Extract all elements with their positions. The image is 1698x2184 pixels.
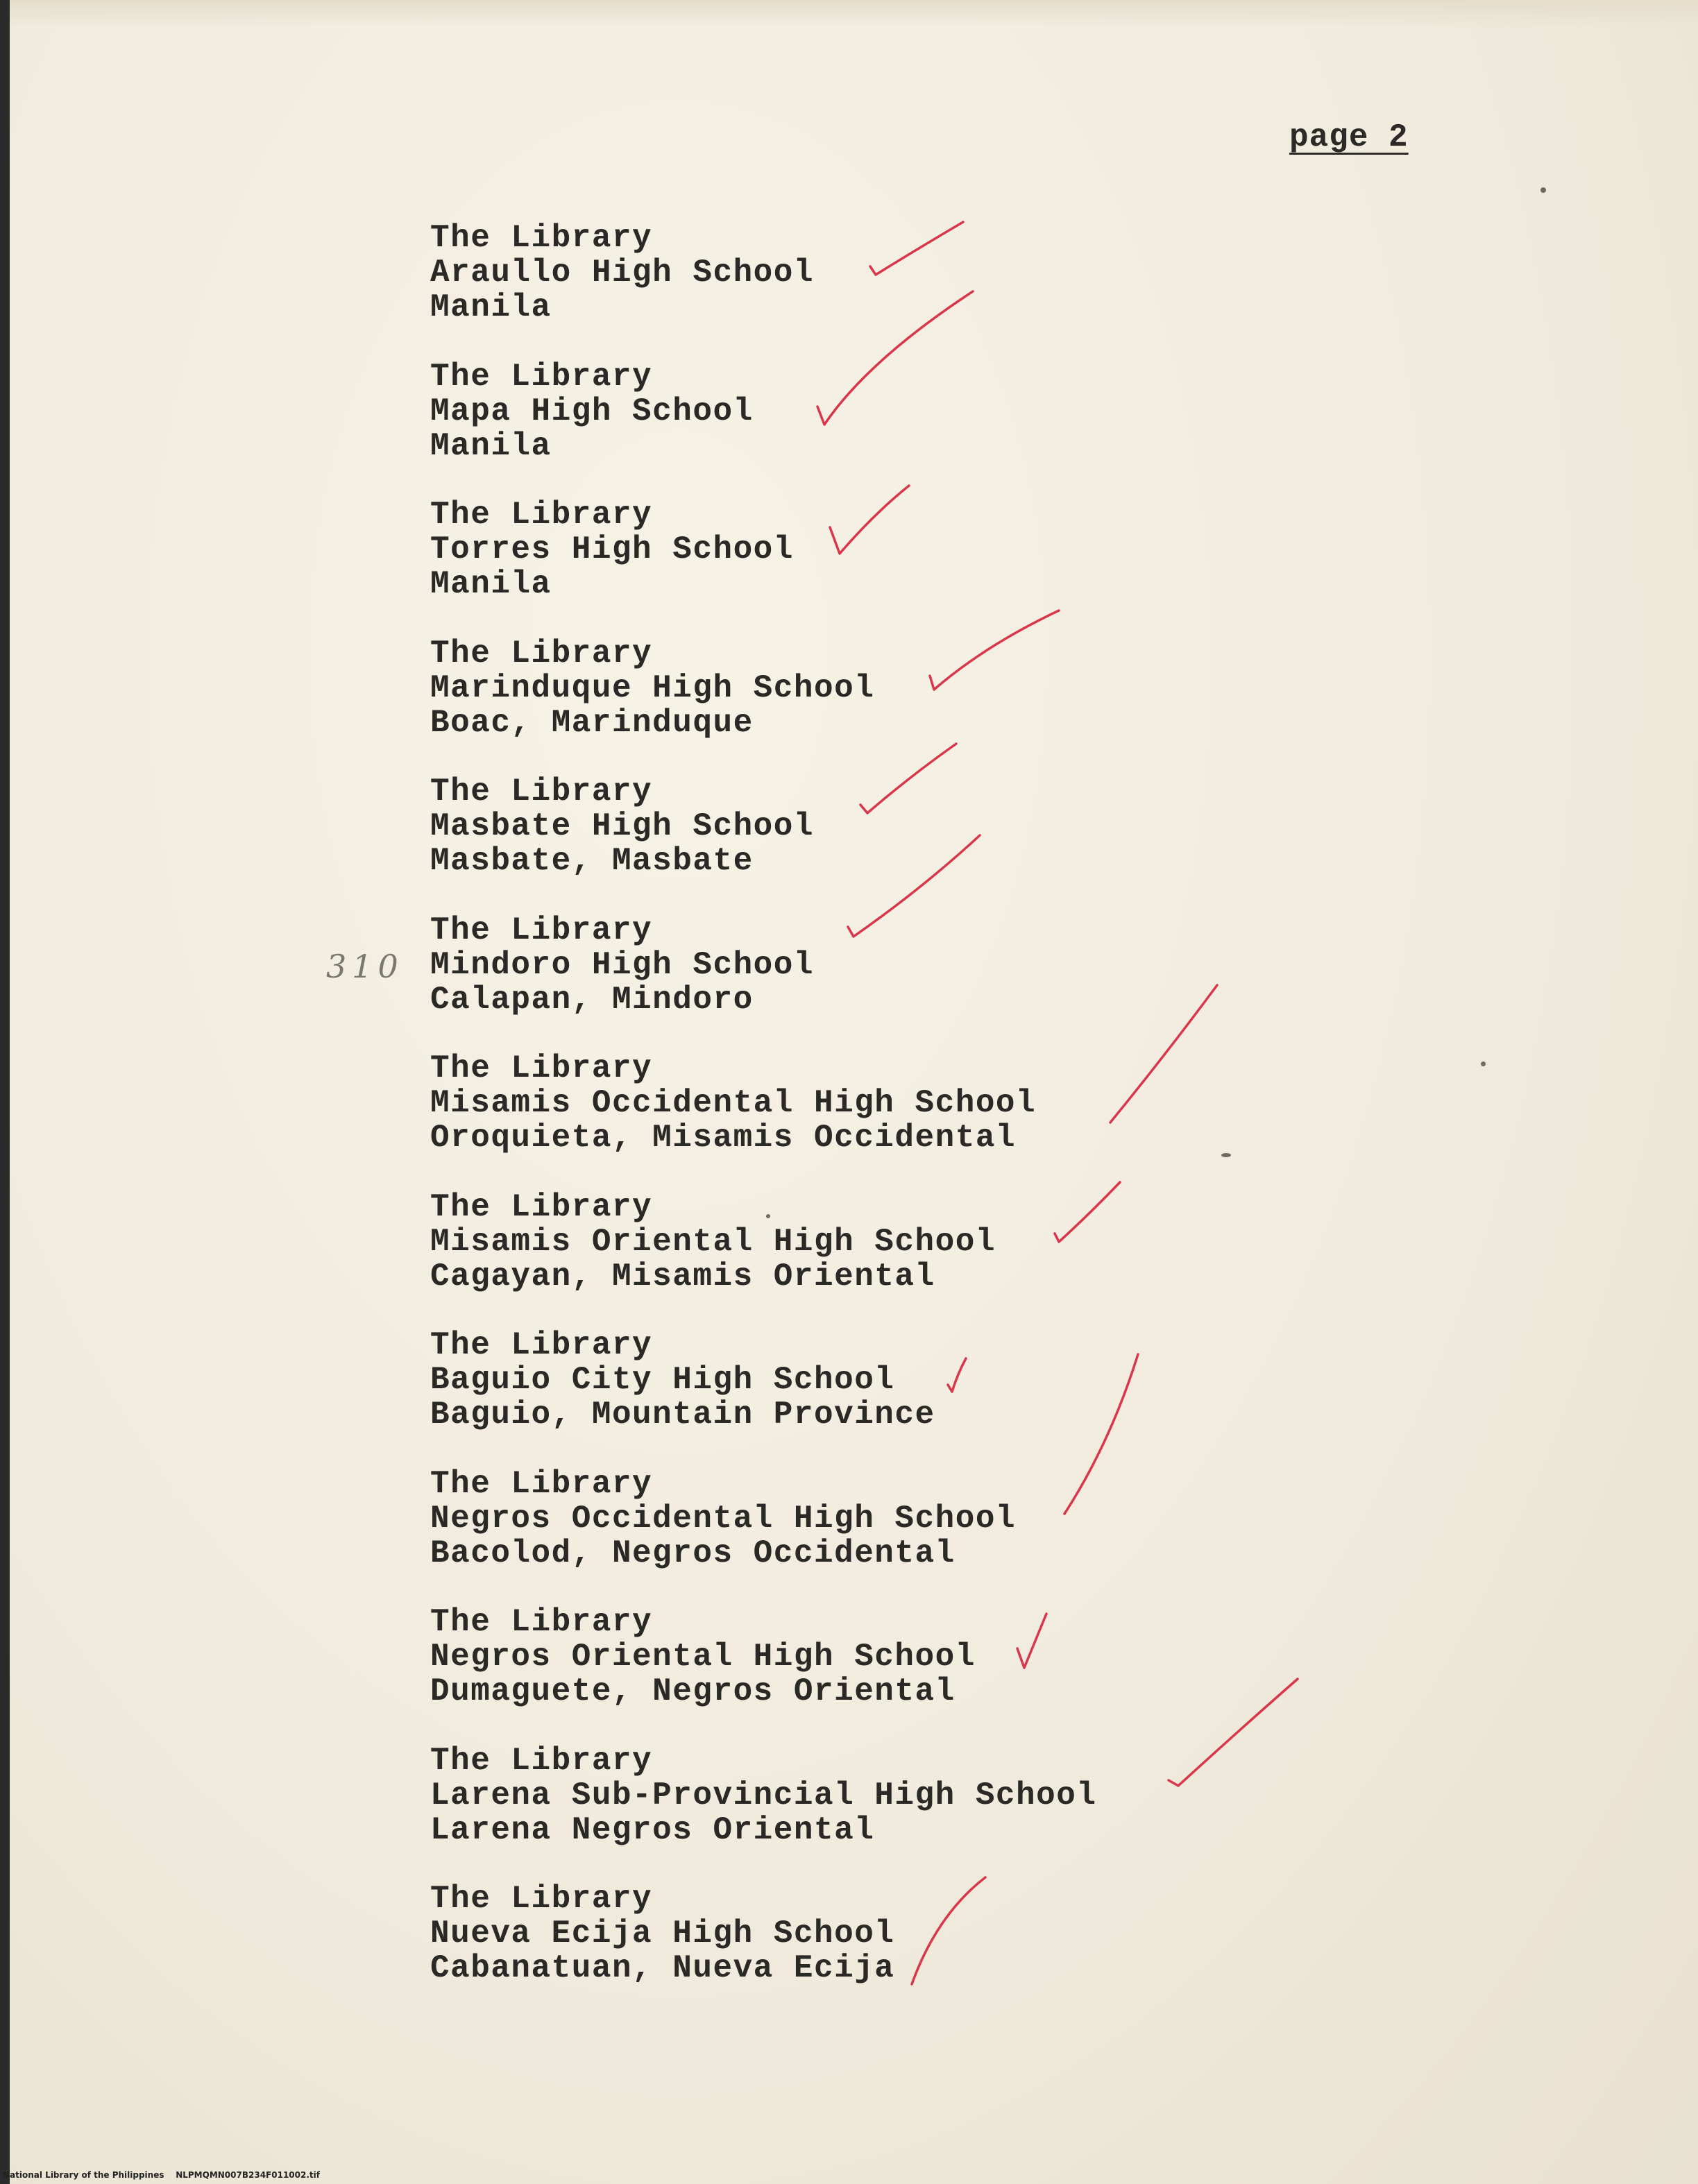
entry-line-1: The Library bbox=[430, 774, 653, 810]
address-entry bbox=[430, 913, 1402, 1052]
address-entry bbox=[430, 1882, 1402, 2020]
entry-location: Calapan, Mindoro bbox=[430, 981, 754, 1018]
entry-location: Cabanatuan, Nueva Ecija bbox=[430, 1950, 895, 1986]
paper-shadow bbox=[0, 0, 1698, 28]
address-entry bbox=[430, 774, 1402, 913]
entry-line-1: The Library bbox=[430, 358, 653, 395]
paper-speck bbox=[1481, 1061, 1486, 1066]
entry-school: Negros Oriental High School bbox=[430, 1639, 976, 1675]
entry-location: Manila bbox=[430, 566, 552, 602]
paper-speck bbox=[766, 1214, 770, 1218]
address-entry bbox=[430, 1467, 1402, 1605]
entry-line-1: The Library bbox=[430, 912, 653, 948]
entry-line-1: The Library bbox=[430, 497, 653, 533]
entry-school: Nueva Ecija High School bbox=[430, 1916, 895, 1952]
entry-school: Masbate High School bbox=[430, 808, 814, 844]
entry-location: Masbate, Masbate bbox=[430, 843, 754, 879]
entry-line-1: The Library bbox=[430, 220, 653, 256]
entry-school: Torres High School bbox=[430, 531, 794, 568]
entry-location: Boac, Marinduque bbox=[430, 704, 754, 741]
entry-line-1: The Library bbox=[430, 1742, 653, 1779]
handwritten-margin-note: 310 bbox=[326, 948, 404, 985]
entry-school: Araullo High School bbox=[430, 255, 814, 291]
paper-speck bbox=[1540, 187, 1546, 193]
entry-location: Larena Negros Oriental bbox=[430, 1811, 875, 1848]
entry-line-1: The Library bbox=[430, 1050, 653, 1086]
entry-location: Cagayan, Misamis Oriental bbox=[430, 1258, 935, 1295]
scan-edge bbox=[0, 0, 10, 2184]
entry-line-1: The Library bbox=[430, 635, 653, 672]
archive-footer: National Library of the Philippines NLPMQMN007B234F011002.tif bbox=[3, 2170, 320, 2180]
address-entry bbox=[430, 221, 1402, 359]
entry-school: Negros Occidental High School bbox=[430, 1500, 1017, 1537]
entry-school: Mapa High School bbox=[430, 393, 754, 429]
address-entry bbox=[430, 636, 1402, 775]
entry-location: Oroquieta, Misamis Occidental bbox=[430, 1120, 1017, 1156]
entry-location: Dumaguete, Negros Oriental bbox=[430, 1673, 956, 1709]
address-entry bbox=[430, 1328, 1402, 1467]
entry-location: Bacolod, Negros Occidental bbox=[430, 1535, 956, 1571]
entry-line-1: The Library bbox=[430, 1188, 653, 1225]
address-entry bbox=[430, 1190, 1402, 1329]
entry-school: Baguio City High School bbox=[430, 1362, 895, 1398]
entry-location: Manila bbox=[430, 427, 552, 464]
entry-location: Manila bbox=[430, 289, 552, 325]
entry-location: Baguio, Mountain Province bbox=[430, 1397, 935, 1433]
entry-school: Misamis Occidental High School bbox=[430, 1085, 1037, 1121]
entry-school: Larena Sub-Provincial High School bbox=[430, 1777, 1097, 1814]
paper-speck bbox=[1221, 1153, 1231, 1157]
address-entry bbox=[430, 1605, 1402, 1743]
entry-line-1: The Library bbox=[430, 1881, 653, 1917]
entry-school: Marinduque High School bbox=[430, 669, 875, 706]
entry-school: Mindoro High School bbox=[430, 946, 814, 983]
address-entry bbox=[430, 1743, 1402, 1882]
entry-school: Misamis Oriental High School bbox=[430, 1223, 996, 1260]
address-entry bbox=[430, 1051, 1402, 1190]
entry-line-1: The Library bbox=[430, 1465, 653, 1502]
entry-line-1: The Library bbox=[430, 1604, 653, 1640]
address-entry bbox=[430, 497, 1402, 636]
address-entry bbox=[430, 359, 1402, 498]
page-number: page 2 bbox=[1289, 119, 1409, 155]
address-list bbox=[430, 221, 1402, 2020]
entry-line-1: The Library bbox=[430, 1327, 653, 1363]
